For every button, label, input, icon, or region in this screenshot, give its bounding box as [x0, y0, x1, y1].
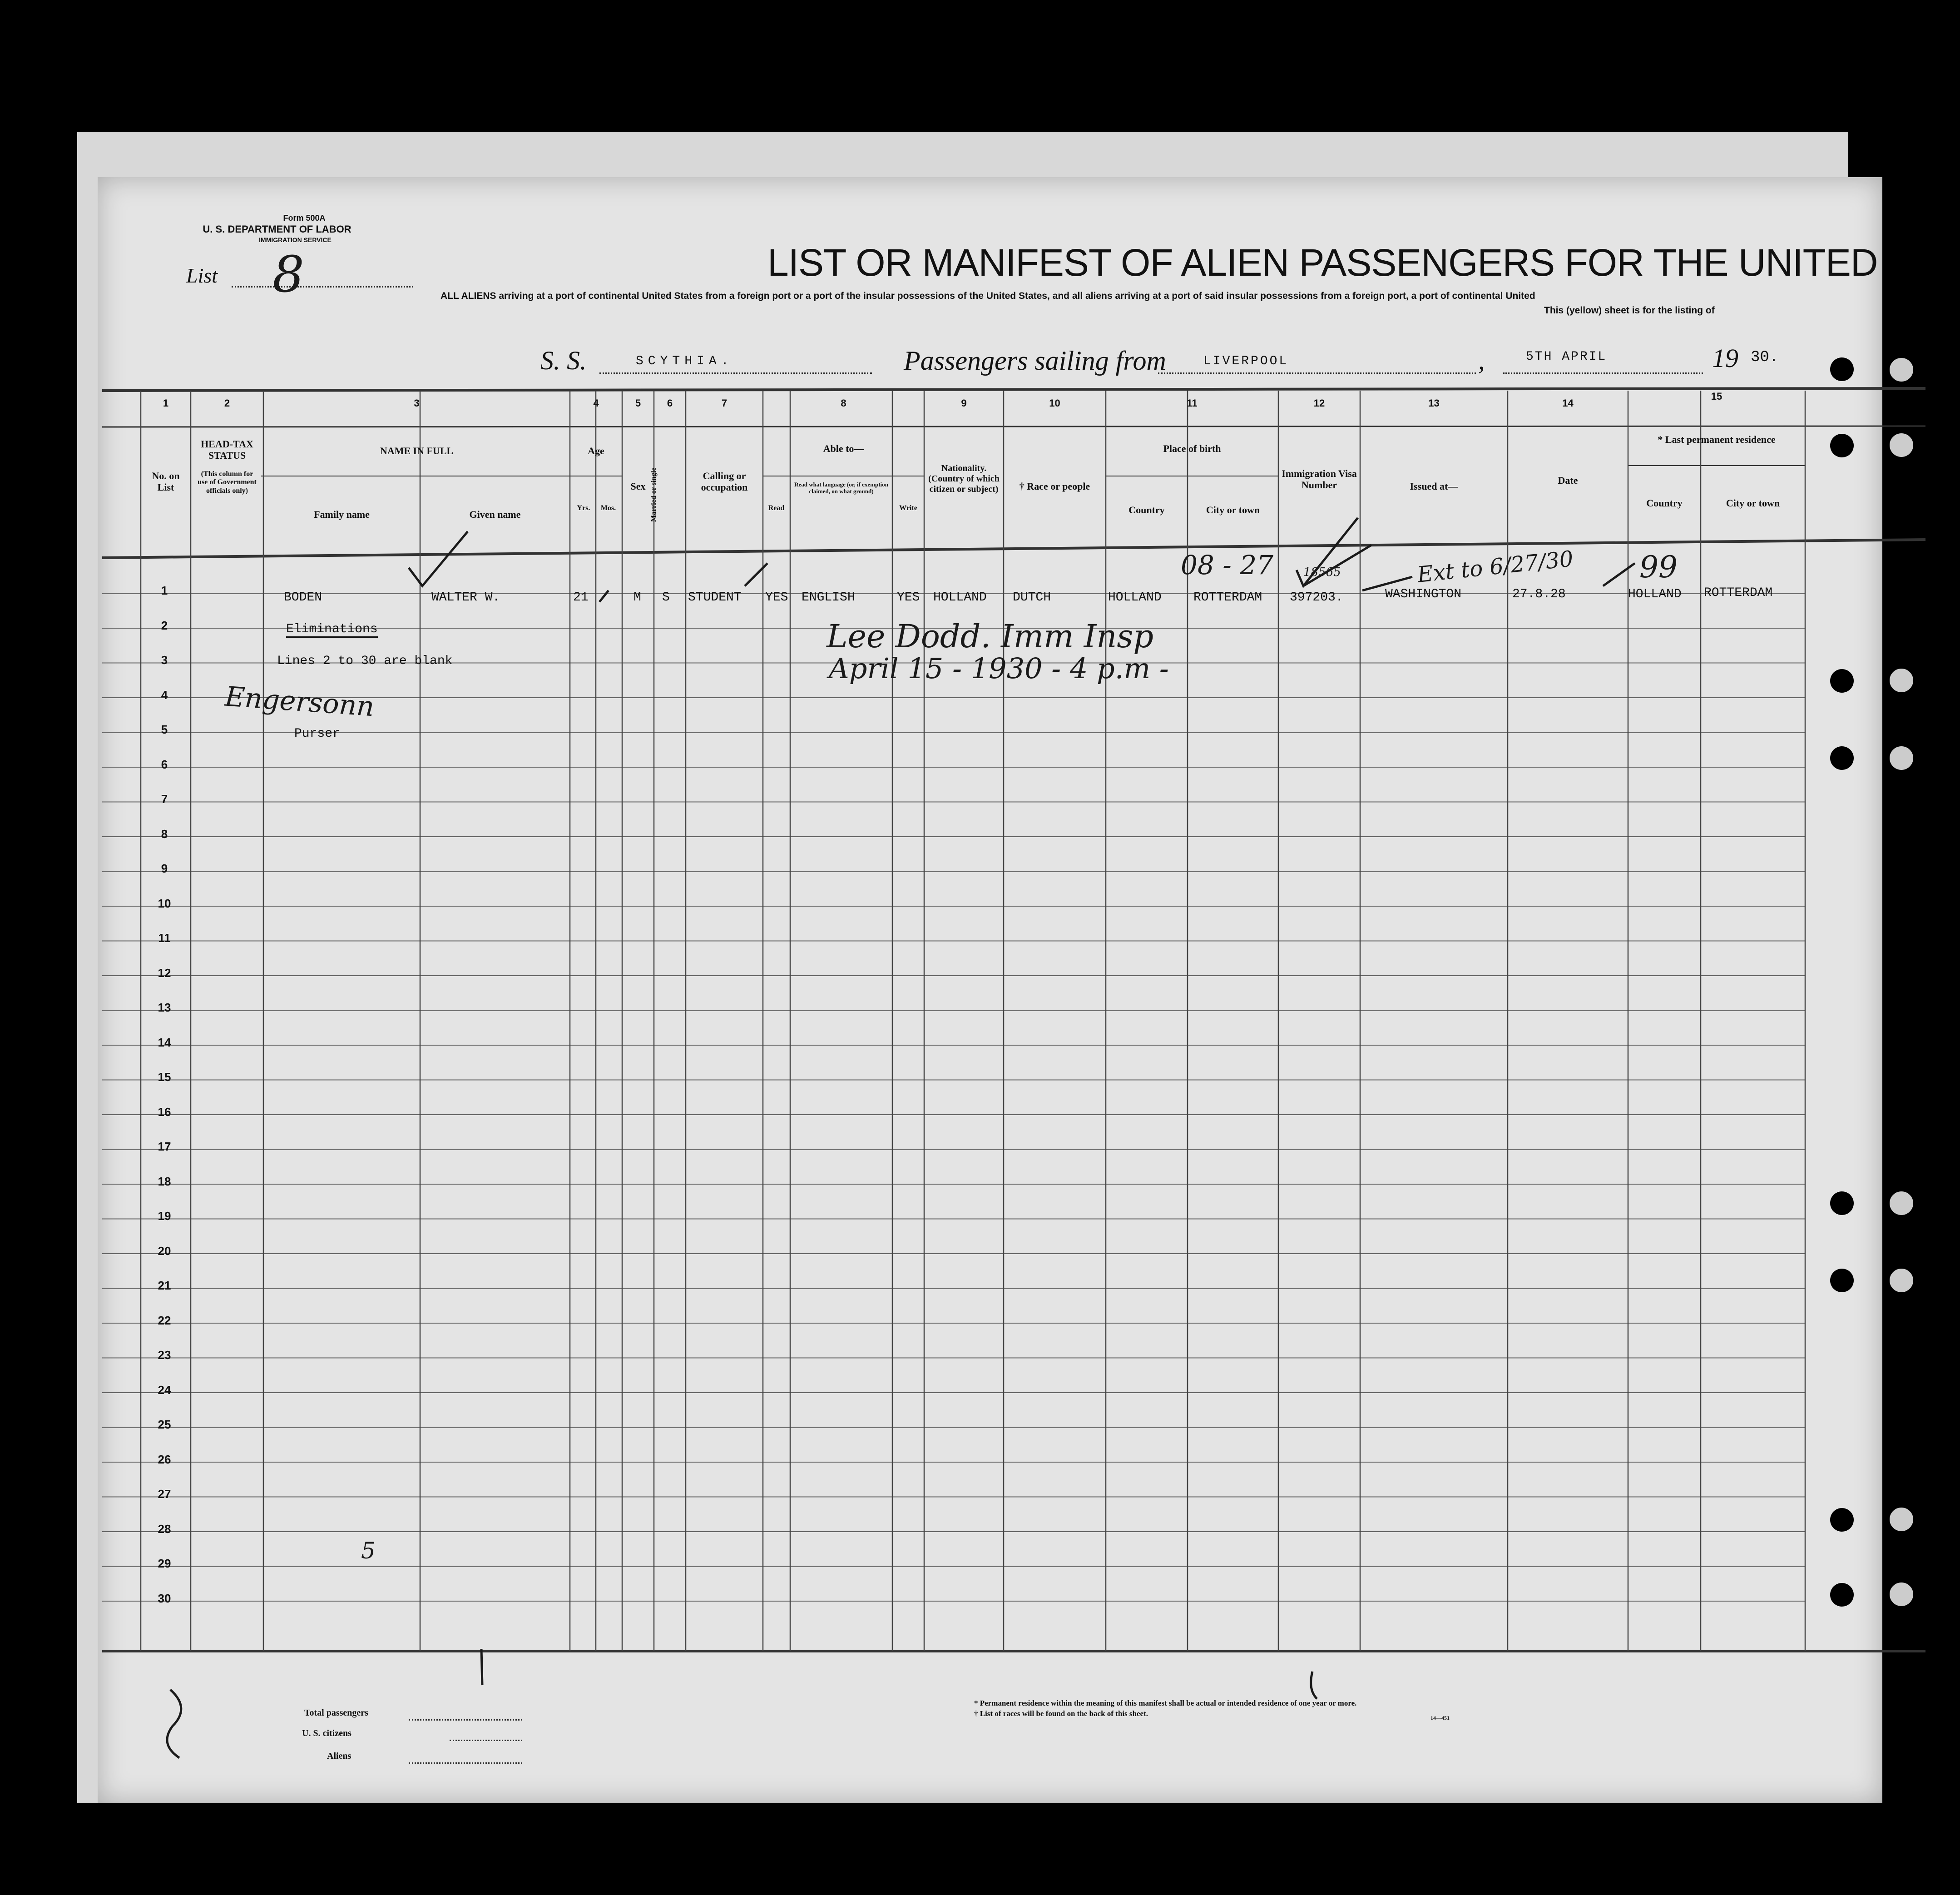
row-number: 17 [158, 1140, 171, 1153]
col-num-4: 4 [593, 397, 599, 409]
list-number: 8 [272, 245, 304, 303]
page-title: LIST OR MANIFEST OF ALIEN PASSENGERS FOR THE UNITED [767, 241, 1878, 284]
subtitle-line2: This (yellow) sheet is for the listing of [1544, 305, 1715, 316]
hdr-married: Married or single [649, 467, 658, 522]
hdr-age: Age [588, 445, 604, 456]
punch-hole [1830, 1191, 1854, 1215]
punch-hole [1887, 1266, 1916, 1295]
punch-hole [1887, 431, 1916, 460]
hdr-birth-city: City or town [1206, 504, 1260, 516]
row-number: 1 [161, 584, 168, 597]
service: IMMIGRATION SERVICE [259, 236, 332, 243]
row-number: 21 [158, 1279, 171, 1292]
punch-hole [1830, 357, 1854, 381]
col-num-7: 7 [721, 397, 728, 409]
hdr-name-in-full: NAME IN FULL [380, 445, 454, 456]
row-number: 22 [158, 1313, 171, 1327]
punch-hole [1887, 744, 1916, 773]
form-code: 14—451 [1430, 1715, 1450, 1721]
nationality: HOLLAND [933, 590, 987, 605]
row-number: 14 [158, 1035, 171, 1049]
col-num-6: 6 [667, 397, 673, 409]
hdr-mos: Mos. [600, 504, 616, 512]
year-prefix: 19 [1712, 343, 1738, 373]
hdr-family-name: Family name [314, 509, 370, 520]
visa-date: 27.8.28 [1512, 587, 1566, 601]
hdr-given-name: Given name [469, 509, 521, 520]
check-read [745, 563, 767, 586]
eliminations-label: Eliminations [286, 622, 378, 638]
hdr-sex: Sex [630, 481, 646, 492]
row-number: 25 [158, 1418, 171, 1431]
us-citizens-label: U. S. citizens [302, 1728, 351, 1738]
birth-code-hand: 08 - 27 [1181, 550, 1274, 580]
row-number: 4 [161, 688, 168, 702]
row-number: 10 [158, 896, 171, 910]
footnote-residence: * Permanent residence within the meaning of this manifest shall be actual or intended residence of one year or more. [974, 1699, 1357, 1707]
hdr-issued-at: Issued at— [1410, 481, 1458, 492]
row-number: 27 [158, 1487, 171, 1501]
row-number: 30 [158, 1591, 171, 1605]
purser-label: Purser [294, 727, 340, 741]
row-number: 3 [161, 653, 168, 667]
row-number: 24 [158, 1383, 171, 1397]
hdr-res-city: City or town [1726, 497, 1780, 509]
marital-status: S [662, 590, 670, 605]
birth-city: ROTTERDAM [1193, 590, 1262, 605]
row-number: 2 [161, 618, 168, 632]
residence-hand: 99 [1639, 550, 1678, 585]
row-number: 12 [158, 966, 171, 980]
form-number: Form 500A [283, 213, 326, 223]
hdr-res-country: Country [1646, 497, 1683, 509]
purser-signature: Engersonn [223, 680, 376, 723]
punch-hole [1887, 1505, 1916, 1534]
row-number: 7 [161, 792, 168, 806]
punch-hole [1887, 666, 1916, 695]
total-passengers-label: Total passengers [304, 1708, 368, 1718]
list-label: List [186, 264, 218, 287]
issued-hand: Ext to 6/27/30 [1416, 546, 1575, 588]
punch-hole [1887, 1580, 1916, 1609]
hdr-no-on-list: No. on List [152, 470, 180, 493]
row-number: 11 [158, 931, 171, 945]
punch-hole [1830, 669, 1854, 693]
sex: M [634, 590, 641, 605]
total-passengers-line [409, 1719, 522, 1721]
punch-hole [1830, 746, 1854, 770]
race: DUTCH [1013, 590, 1051, 605]
mark-footer [481, 1649, 482, 1685]
row-number: 20 [158, 1244, 171, 1258]
visa-number: 397203. [1290, 590, 1343, 605]
sailing-date: 5TH APRIL [1526, 350, 1607, 364]
checkmark-name [409, 531, 468, 586]
hdr-write: Write [899, 504, 917, 512]
row-number: 16 [158, 1105, 171, 1119]
given-name: WALTER W. [431, 590, 500, 605]
us-citizens-line [450, 1740, 522, 1741]
row-number: 19 [158, 1209, 171, 1223]
comma: , [1478, 346, 1485, 375]
ss-label: S. S. [540, 346, 587, 375]
birth-country: HOLLAND [1108, 590, 1162, 605]
col-num-15: 15 [1711, 391, 1722, 402]
hdr-read-language: Read what language (or, if exemption claimed, on what ground) [794, 481, 888, 495]
residence-country: HOLLAND [1628, 587, 1682, 601]
col-num-11: 11 [1187, 397, 1198, 409]
sailing-label: Passengers sailing from [904, 346, 1166, 376]
row-number: 18 [158, 1174, 171, 1188]
col-num-8: 8 [841, 397, 846, 409]
punch-hole [1887, 355, 1916, 384]
punch-hole [1887, 1189, 1916, 1218]
hdr-head-tax-note: (This column for use of Government officials only) [198, 470, 257, 495]
tick-footer [1311, 1672, 1317, 1699]
department: U. S. DEPARTMENT OF LABOR [203, 223, 351, 235]
punch-hole [1830, 434, 1854, 457]
port-name: LIVERPOOL [1203, 354, 1289, 368]
hdr-able-to: Able to— [823, 443, 864, 454]
checkmark-visa [1297, 518, 1371, 586]
row-number: 26 [158, 1452, 171, 1466]
residence-city: ROTTERDAM [1704, 586, 1773, 600]
col-num-12: 12 [1313, 397, 1325, 409]
hdr-last-residence: * Last permanent residence [1658, 434, 1776, 445]
col-num-5: 5 [635, 397, 641, 409]
row-number: 8 [161, 827, 168, 841]
family-name: BODEN [284, 590, 322, 605]
col-num-13: 13 [1428, 397, 1440, 409]
dash-residence [1603, 563, 1635, 586]
ship-name: SCYTHIA. [636, 354, 733, 368]
row-number: 28 [158, 1522, 171, 1536]
hdr-birth-country: Country [1128, 504, 1165, 516]
margin-mark: 5 [361, 1538, 376, 1564]
punch-hole [1830, 1269, 1854, 1292]
hdr-date: Date [1558, 475, 1578, 486]
col-num-2: 2 [224, 397, 230, 409]
visa-hand: 18565 [1303, 566, 1341, 579]
blank-lines-note: Lines 2 to 30 are blank [277, 654, 453, 668]
checkmark-age [599, 590, 609, 602]
row-number: 15 [158, 1070, 171, 1084]
year-suffix: 30. [1751, 349, 1779, 366]
row-number: 29 [158, 1557, 171, 1570]
hdr-head-tax: HEAD-TAX STATUS [201, 438, 253, 461]
col-num-10: 10 [1049, 397, 1060, 409]
hdr-read: Read [768, 504, 785, 512]
inspection-date: April 15 - 1930 - 4 p.m - [829, 652, 1169, 685]
col-num-14: 14 [1562, 397, 1574, 409]
col-num-9: 9 [961, 397, 967, 409]
aliens-label: Aliens [327, 1751, 351, 1761]
aliens-line [409, 1762, 522, 1764]
hdr-visa-number: Immigration Visa Number [1282, 468, 1357, 491]
hdr-nationality: Nationality. (Country of which citizen or subject) [928, 463, 1000, 494]
dash-issued [1362, 577, 1412, 590]
inspector-signature: Lee Dodd. Imm Insp [827, 618, 1154, 655]
col-num-1: 1 [163, 397, 169, 409]
footnote-races: † List of races will be found on the back of this sheet. [974, 1709, 1148, 1718]
hdr-place-of-birth: Place of birth [1163, 443, 1221, 454]
age-years: 21 [573, 590, 589, 605]
hdr-calling: Calling or occupation [701, 470, 748, 493]
subtitle-line1: ALL ALIENS arriving at a port of continental United States from a foreign port or a port of the insular possessions of the United States, and all aliens arriving at a port of said insular possessions from a foreign port, a port of continental United [441, 291, 1535, 301]
row-number: 23 [158, 1348, 171, 1362]
row-number: 13 [158, 1001, 171, 1014]
hdr-race: † Race or people [1019, 481, 1090, 492]
mark-margin [167, 1690, 181, 1758]
row-number: 9 [161, 862, 168, 875]
language: ENGLISH [802, 590, 855, 605]
row-number: 6 [161, 757, 168, 771]
hdr-yrs: Yrs. [577, 504, 590, 512]
issued-at: WASHINGTON [1385, 587, 1462, 601]
row-number: 5 [161, 723, 168, 736]
col-num-3: 3 [414, 397, 420, 409]
punch-hole [1830, 1508, 1854, 1532]
punch-hole [1830, 1583, 1854, 1607]
can-write: YES [897, 590, 920, 605]
occupation: STUDENT [688, 590, 742, 605]
can-read: YES [765, 590, 788, 605]
